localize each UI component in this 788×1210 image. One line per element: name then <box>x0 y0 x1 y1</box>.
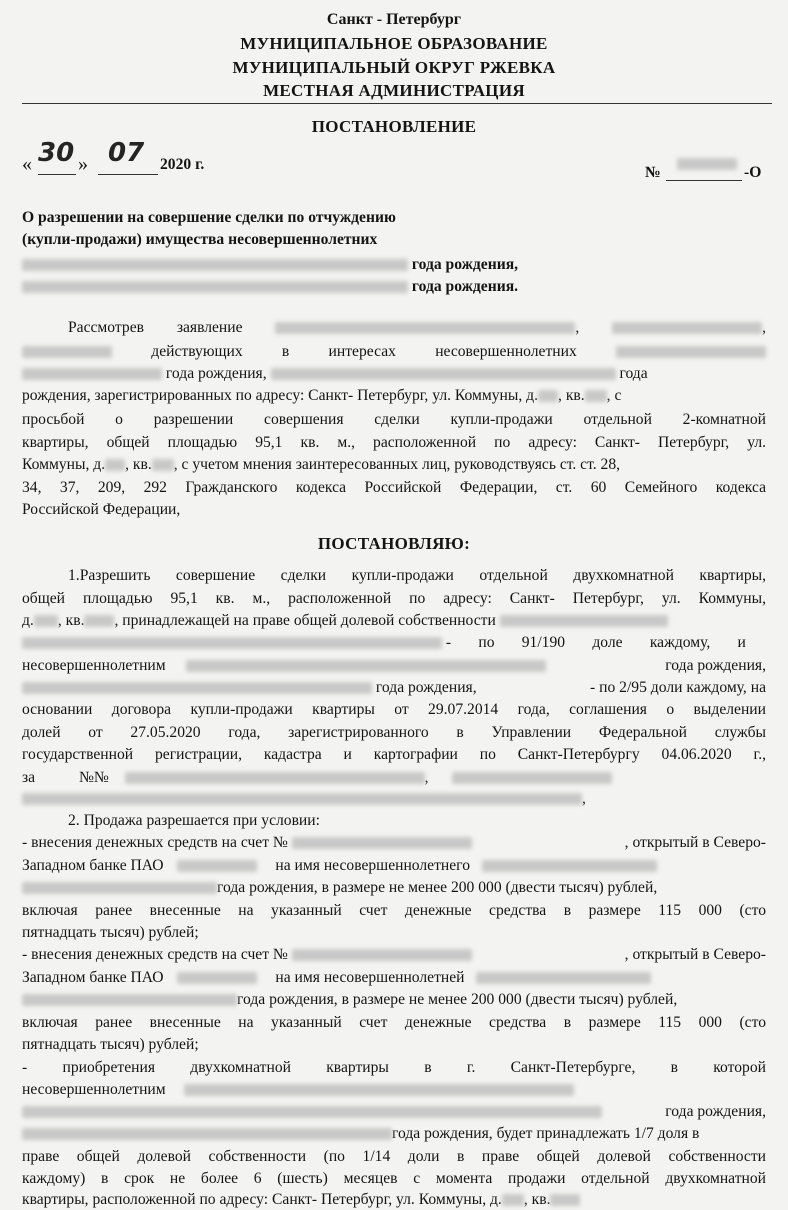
redacted-name <box>22 346 112 358</box>
item2-line-15: праве общей долевой собственности (по 1/14 доли в праве общей долевой собственности <box>22 1148 766 1165</box>
text: , открытый в Северо- <box>624 834 766 851</box>
text: Санкт-Петербурге, <box>510 1059 636 1076</box>
text: , кв. <box>523 1191 551 1208</box>
redacted-name <box>22 281 408 293</box>
redacted-name <box>271 368 616 380</box>
redacted-number <box>84 615 114 627</box>
text: в <box>281 343 290 360</box>
item2-line-9: включая ранее внесенные на указанный счет денежные средства в размере 115 000 (сто <box>22 1014 766 1031</box>
redacted-bank <box>177 860 257 872</box>
item2-line-1 <box>22 833 766 853</box>
preamble-line-6: квартиры, общей площадью 95,1 кв. м., расположенной по адресу: Санкт- Петербург, ул. <box>22 434 766 451</box>
date-open-quote: « <box>22 153 32 175</box>
text: - по 2/95 доли каждому, на <box>590 679 766 696</box>
item2-line-5: пятнадцать тысяч) рублей; <box>22 924 199 941</box>
subject-line-4 <box>22 277 766 297</box>
item1-line-4 <box>22 633 766 653</box>
text: несовершеннолетним <box>22 657 166 674</box>
text: квартиры, расположенной по адресу: Санкт- Петербург, ул. Коммуны, д. <box>22 1191 502 1208</box>
text: , кв. <box>125 456 152 473</box>
item1-line-1: 1.Разрешить совершение сделки купли-продажи отдельной двухкомнатной квартиры, <box>68 567 766 584</box>
text: несовершеннолетних <box>435 343 577 360</box>
redacted-name <box>22 994 237 1006</box>
redacted-name <box>616 346 766 358</box>
item1-line-6 <box>22 678 766 698</box>
redacted-number <box>452 772 612 784</box>
item2-line-14 <box>22 1124 766 1144</box>
redacted-account <box>292 837 472 849</box>
text: , открытый в Северо- <box>624 946 766 963</box>
preamble-line-8: 34, 37, 209, 292 Гражданского кодекса Российской Федерации, ст. 60 Семейного кодекса <box>22 479 766 496</box>
redacted-name <box>22 682 372 694</box>
item1-line-11 <box>22 789 766 809</box>
subject-line-2: (купли-продажи) имущества несовершеннолетних <box>22 231 378 248</box>
text: Западном банке ПАО <box>22 969 164 986</box>
subject-birth-year-label: года рождения. <box>411 278 519 295</box>
text: - внесения денежных средств на счет № <box>22 946 288 963</box>
date-day-underline <box>38 174 76 175</box>
number-suffix: -О <box>744 164 762 181</box>
text: - по 91/190 доле каждому, и <box>445 634 746 651</box>
item1-line-10 <box>22 768 766 788</box>
item2-line-8 <box>22 990 766 1010</box>
text: года рождения, в размере не менее 200 000 (двести тысяч) рублей, <box>217 879 658 896</box>
redacted-number <box>152 459 174 471</box>
text: , <box>424 769 429 786</box>
preamble-line-3 <box>22 364 766 384</box>
date-month-underline <box>98 174 158 175</box>
text: Рассмотрев <box>68 319 144 336</box>
text: на имя несовершеннолетнего <box>275 857 470 874</box>
text: за <box>22 769 36 786</box>
redacted-name <box>275 322 575 334</box>
redacted-number <box>34 615 58 627</box>
text: года рождения, <box>375 679 477 696</box>
redacted-number <box>550 1194 580 1206</box>
redacted-name <box>612 322 762 334</box>
redacted-name <box>482 860 657 872</box>
redacted-number <box>125 772 425 784</box>
preamble-line-4 <box>22 386 766 406</box>
header-administration: МЕСТНАЯ АДМИНИСТРАЦИЯ <box>263 81 525 100</box>
redacted-account <box>292 949 472 961</box>
text: года <box>619 365 648 382</box>
item2-line-3 <box>22 878 766 898</box>
date-close-quote: » <box>78 153 88 175</box>
text: в <box>424 1059 432 1076</box>
redacted-number <box>502 1194 524 1206</box>
text: заявление <box>176 319 243 336</box>
redacted-name <box>22 259 408 271</box>
subject-birth-year-label: года рождения, <box>411 256 519 273</box>
item1-line-7: основании договора купли-продажи квартиры от 29.07.2014 года, соглашения о выделении <box>22 701 766 718</box>
redacted-name <box>22 1106 602 1118</box>
text: на имя несовершеннолетней <box>275 969 465 986</box>
item2-line-17 <box>22 1190 766 1210</box>
header-divider <box>22 103 772 104</box>
text: которой <box>713 1059 766 1076</box>
text: , <box>575 319 580 336</box>
header-city: Санкт - Петербург <box>326 11 462 28</box>
date-day: 30 <box>38 138 75 168</box>
text: интересах <box>328 343 396 360</box>
redacted-number <box>585 390 607 402</box>
item1-line-8: долей от 27.05.2020 года, зарегистрированного в Управлении Федеральной службы <box>22 724 766 741</box>
subject-line-1: О разрешении на совершение сделки по отчуждению <box>22 209 396 226</box>
text: , <box>762 319 767 336</box>
item2-line-12 <box>22 1080 766 1100</box>
redacted-bank <box>177 972 257 984</box>
redacted-text <box>22 793 582 805</box>
text: , принадлежащей на праве общей долевой собственности <box>114 612 496 629</box>
redacted-name <box>22 368 162 380</box>
document-type-title: ПОСТАНОВЛЕНИЕ <box>311 117 477 136</box>
decree-heading: ПОСТАНОВЛЯЮ: <box>317 534 471 553</box>
subject-line-3 <box>22 255 766 275</box>
text: года рождения, в размере не менее 200 000 (двести тысяч) рублей, <box>237 991 678 1008</box>
text: квартиры <box>326 1059 389 1076</box>
text: , с учетом мнения заинтересованных лиц, руководствуясь ст. ст. 28, <box>173 456 621 473</box>
text: несовершеннолетним <box>22 1081 166 1098</box>
date-month: 07 <box>108 138 145 168</box>
redacted-name <box>22 1128 392 1140</box>
item2-line-4: включая ранее внесенные на указанный счет денежные средства в размере 115 000 (сто <box>22 902 766 919</box>
item2-line-2 <box>22 856 766 876</box>
text: в <box>670 1059 678 1076</box>
redacted-name <box>22 637 442 649</box>
redacted-number <box>538 390 558 402</box>
item1-line-3 <box>22 611 766 631</box>
text: , кв. <box>558 387 585 404</box>
item2-line-11 <box>22 1058 766 1078</box>
redacted-name <box>184 1084 574 1096</box>
text: Западном банке ПАО <box>22 857 164 874</box>
text: года рождения, <box>665 1103 766 1120</box>
text: , с <box>606 387 622 404</box>
item2-line-16: каждому) в срок не более 6 (шесть) месяцев с момента продажи отдельной двухкомнатной <box>22 1170 766 1187</box>
text: года рождения, будет принадлежать 1/7 доля в <box>392 1125 700 1142</box>
redacted-number <box>677 158 737 170</box>
number-underline <box>666 180 742 181</box>
text: , кв. <box>57 612 85 629</box>
redacted-name <box>22 882 217 894</box>
header-municipality: МУНИЦИПАЛЬНОЕ ОБРАЗОВАНИЕ <box>240 34 548 53</box>
text: , <box>582 790 586 807</box>
preamble-line-5: просьбой о разрешении совершения сделки купли-продажи отдельной 2-комнатной <box>22 411 766 428</box>
text: года рождения, <box>665 657 766 674</box>
item1-line-2: общей площадью 95,1 кв. м., расположенной по адресу: Санкт- Петербург, ул. Коммуны, <box>22 590 766 607</box>
item2-line-10: пятнадцать тысяч) рублей; <box>22 1036 199 1053</box>
item1-line-5 <box>22 656 766 676</box>
text: приобретения <box>62 1059 156 1076</box>
redacted-number <box>105 459 125 471</box>
text: д. <box>22 612 34 629</box>
item1-line-9: государственной регистрации, кадастра и картографии по Санкт-Петербургу 04.06.2020 г., <box>22 746 766 763</box>
preamble-line-7 <box>22 455 766 475</box>
preamble-line-1 <box>68 318 766 338</box>
text: Коммуны, д. <box>22 456 106 473</box>
date-year: 2020 г. <box>160 156 205 173</box>
text: №№ <box>79 769 109 786</box>
text: года рождения, <box>165 365 267 382</box>
text: - внесения денежных средств на счет № <box>22 834 288 851</box>
item2-line-13 <box>22 1102 766 1122</box>
item2-line-7 <box>22 968 766 988</box>
text: г. <box>466 1059 476 1076</box>
text: - <box>22 1059 28 1076</box>
text: двухкомнатной <box>190 1059 291 1076</box>
preamble-line-2 <box>22 342 766 362</box>
item2-line-6 <box>22 945 766 965</box>
header-district: МУНИЦИПАЛЬНЫЙ ОКРУГ РЖЕВКА <box>232 58 556 77</box>
redacted-name <box>476 972 651 984</box>
redacted-name <box>186 660 546 672</box>
number-prefix: № <box>645 164 661 181</box>
item2-title: 2. Продажа разрешается при условии: <box>68 812 320 829</box>
text: действующих <box>151 343 243 360</box>
redacted-name <box>500 615 668 627</box>
text: рождения, зарегистрированных по адресу: Санкт- Петербург, ул. Коммуны, д. <box>22 387 539 404</box>
preamble-line-9: Российской Федерации, <box>22 501 181 518</box>
